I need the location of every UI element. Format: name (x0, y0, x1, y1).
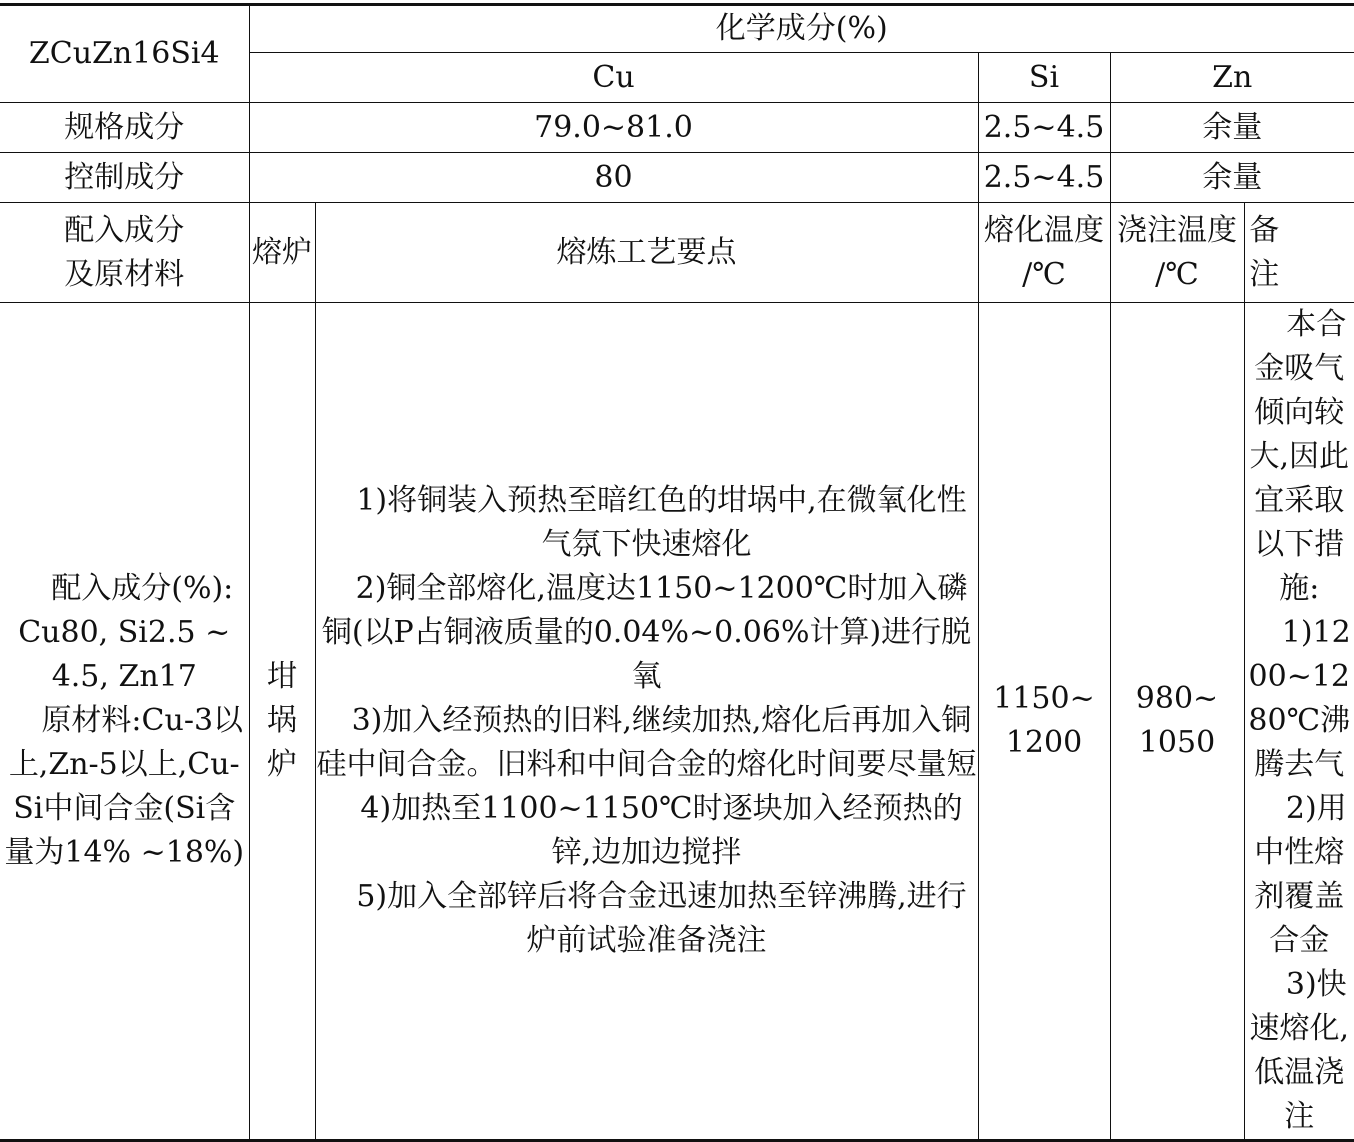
chemical-composition-title: 化学成分(%) (249, 5, 1354, 53)
charge-materials-cell (0, 303, 249, 1141)
pouring-temp-header (1110, 203, 1244, 303)
remarks-intro: 本合金吸气倾向较大,因此宜采取以下措施: (1245, 303, 1354, 611)
remarks-header: 备注 (1244, 203, 1354, 303)
remarks-cell (1244, 303, 1354, 1141)
raw-materials-text: 原材料:Cu-3以上,Zn-5以上,Cu-Si中间合金(Si含量为14% ~18%) (0, 699, 249, 875)
melting-temp-line-2: 1200 (979, 721, 1110, 765)
spec-cu-value: 79.0~81.0 (249, 103, 978, 153)
pouring-temp-cell (1110, 303, 1244, 1141)
spec-zn-value: 余量 (1110, 103, 1354, 153)
remarks-measure-1: 1)1200~1280℃沸腾去气 (1245, 611, 1354, 787)
melt-temp-header-line-1: 熔化温度 (979, 209, 1110, 253)
element-cu-header: Cu (249, 53, 978, 103)
process-step-4: 4)加热至1100~1150℃时逐块加入经预热的锌,边加边搅拌 (316, 787, 978, 875)
spec-composition-row (0, 103, 1354, 153)
furnace-type-cell (249, 303, 315, 1141)
alloy-grade-cell: ZCuZn16Si4 (0, 5, 249, 103)
pour-temp-header-line-1: 浇注温度 (1111, 209, 1244, 253)
charge-header-line-2: 及原材料 (0, 253, 249, 297)
element-si-header: Si (978, 53, 1110, 103)
control-row-label: 控制成分 (0, 153, 249, 203)
process-step-5: 5)加入全部锌后将合金迅速加热至锌沸腾,进行炉前试验准备浇注 (316, 875, 978, 963)
control-zn-value: 余量 (1110, 153, 1354, 203)
process-header-row (0, 203, 1354, 303)
process-points-header: 熔炼工艺要点 (315, 203, 978, 303)
pour-temp-header-line-2: /℃ (1111, 253, 1244, 297)
furnace-header: 熔炉 (249, 203, 315, 303)
spec-si-value: 2.5~4.5 (978, 103, 1110, 153)
pouring-temp-line-2: 1050 (1111, 721, 1244, 765)
remarks-measure-3: 3)快速熔化,低温浇注 (1245, 963, 1354, 1139)
charge-materials-header (0, 203, 249, 303)
process-step-1: 1)将铜装入预热至暗红色的坩埚中,在微氧化性气氛下快速熔化 (316, 479, 978, 567)
remarks-measure-2: 2)用中性熔剂覆盖合金 (1245, 787, 1354, 963)
furnace-type-text: 坩埚炉 (266, 655, 299, 787)
control-cu-value: 80 (249, 153, 978, 203)
charge-composition-text: 配入成分(%): Cu80, Si2.5 ~ 4.5, Zn17 (0, 567, 249, 699)
process-body-row (0, 303, 1354, 1141)
process-step-3: 3)加入经预热的旧料,继续加热,熔化后再加入铜硅中间合金。旧料和中间合金的熔化时间要尽量短 (316, 699, 978, 787)
element-zn-header: Zn (1110, 53, 1354, 103)
control-composition-row (0, 153, 1354, 203)
control-si-value: 2.5~4.5 (978, 153, 1110, 203)
melting-temp-cell (978, 303, 1110, 1141)
melt-temp-header-line-2: /℃ (979, 253, 1110, 297)
header-row-1 (0, 5, 1354, 53)
melting-spec-table (0, 3, 1354, 1142)
pouring-temp-line-1: 980~ (1111, 677, 1244, 721)
melting-temp-line-1: 1150~ (979, 677, 1110, 721)
charge-header-line-1: 配入成分 (0, 209, 249, 253)
melting-temp-header (978, 203, 1110, 303)
process-steps-cell (315, 303, 978, 1141)
process-step-2: 2)铜全部熔化,温度达1150~1200℃时加入磷铜(以P占铜液质量的0.04%~0.06%计算)进行脱氧 (316, 567, 978, 699)
spec-row-label: 规格成分 (0, 103, 249, 153)
